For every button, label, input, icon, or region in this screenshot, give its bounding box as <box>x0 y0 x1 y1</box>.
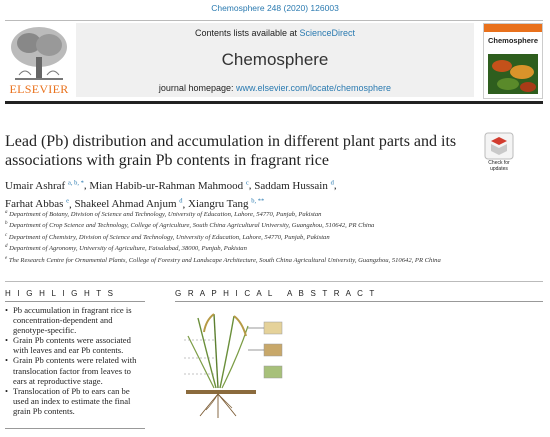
rice-plant-illustration <box>176 310 294 422</box>
check-updates-icon <box>484 132 514 160</box>
author[interactable]: Mian Habib-ur-Rahman Mahmood $^c$ <box>89 179 249 192</box>
author[interactable]: Farhat Abbas $^e$ <box>5 197 69 211</box>
check-updates-label: Check for updates <box>488 160 510 172</box>
affiliation: $^a$ Department of Botany, Division of Science and Technology, University of Education, Lahore, 54770, Punjab, Pakistan <box>5 210 322 219</box>
graphical-abstract-figure[interactable] <box>176 310 294 422</box>
elsevier-logo[interactable] <box>5 23 73 97</box>
highlights-rule <box>5 428 145 429</box>
check-for-updates-badge[interactable] <box>484 132 514 180</box>
contents-available-line: Contents lists available at ScienceDirect <box>194 28 356 38</box>
author[interactable]: Saddam Hussain $^d$ <box>254 179 334 192</box>
highlight-item: • Translocation of Pb to ears can be used an index to estimate the final grain Pb contents. <box>5 386 145 416</box>
highlight-item: • Grain Pb contents were related with translocation factor from leaves to ears at reproductive stage. <box>5 355 145 385</box>
affiliation: $^d$ Department of Agronomy, University of Agriculture, Faisalabad, 38000, Punjab, Pakistan <box>5 244 247 253</box>
cover-title: Chemosphere <box>487 36 538 45</box>
highlight-item: • Grain Pb contents were associated with leaves and ear Pb contents. <box>5 335 145 355</box>
journal-title: Chemosphere <box>221 50 329 69</box>
graphical-abstract-heading: G R A P H I C A L A B S T R A C T <box>175 289 377 298</box>
cover-leaves-image <box>488 54 538 94</box>
author[interactable]: Shakeel Ahmad Anjum $^d$ <box>74 197 183 211</box>
highlights-rule <box>5 301 145 302</box>
author[interactable]: Xiangru Tang $^{b, **}$ <box>188 197 265 211</box>
journal-cover[interactable] <box>483 23 543 99</box>
affiliation: $^e$ The Research Centre for Ornamental Plants, College of Forestry and Landscape Architecture, South China Agricultural University, Guangzhou, 510642, PR China <box>5 255 441 264</box>
highlights-list <box>5 305 145 416</box>
graphical-abstract-rule <box>175 301 543 302</box>
header-rule <box>5 101 543 104</box>
highlights-heading: H I G H L I G H T S <box>5 289 116 298</box>
affiliation-list <box>5 208 525 265</box>
journal-homepage-line: journal homepage: www.elsevier.com/locate/chemosphere <box>158 83 392 93</box>
elsevier-wordmark: ELSEVIER <box>9 82 69 96</box>
article-title: Lead (Pb) distribution and accumulation in different plant parts and its associations with grain Pb contents in fragrant rice <box>5 133 457 169</box>
journal-reference[interactable]: Chemosphere 248 (2020) 126003 <box>211 3 339 13</box>
author[interactable]: Umair Ashraf $^{a, b, *}$ <box>5 179 84 192</box>
highlight-item: • Pb accumulation in fragrant rice is concentration-dependent and genotype-specific. <box>5 305 145 335</box>
affiliation: $^c$ Department of Chemistry, Division of Science and Technology, University of Education, Lahore, 54770, Punjab, Pakistan <box>5 232 330 241</box>
sciencedirect-link[interactable]: ScienceDirect <box>299 28 356 38</box>
affiliation: $^b$ Department of Crop Science and Technology, College of Agriculture, South China Agricultural University, Guangzhou, 510642, PR China <box>5 221 375 230</box>
cover-band <box>484 24 542 32</box>
author-list: Umair Ashraf $^{a, b, *}$, Mian Habib-ur-Rahman Mahmood $^c$, Saddam Hussain $^d$, Farhat Abbas $^e$, Shakeel Ahmad Anjum $^d$, Xiangru Tang $^{b, **}$ <box>5 179 337 211</box>
journal-homepage-link[interactable]: www.elsevier.com/locate/chemosphere <box>235 83 392 93</box>
section-divider <box>5 281 543 282</box>
